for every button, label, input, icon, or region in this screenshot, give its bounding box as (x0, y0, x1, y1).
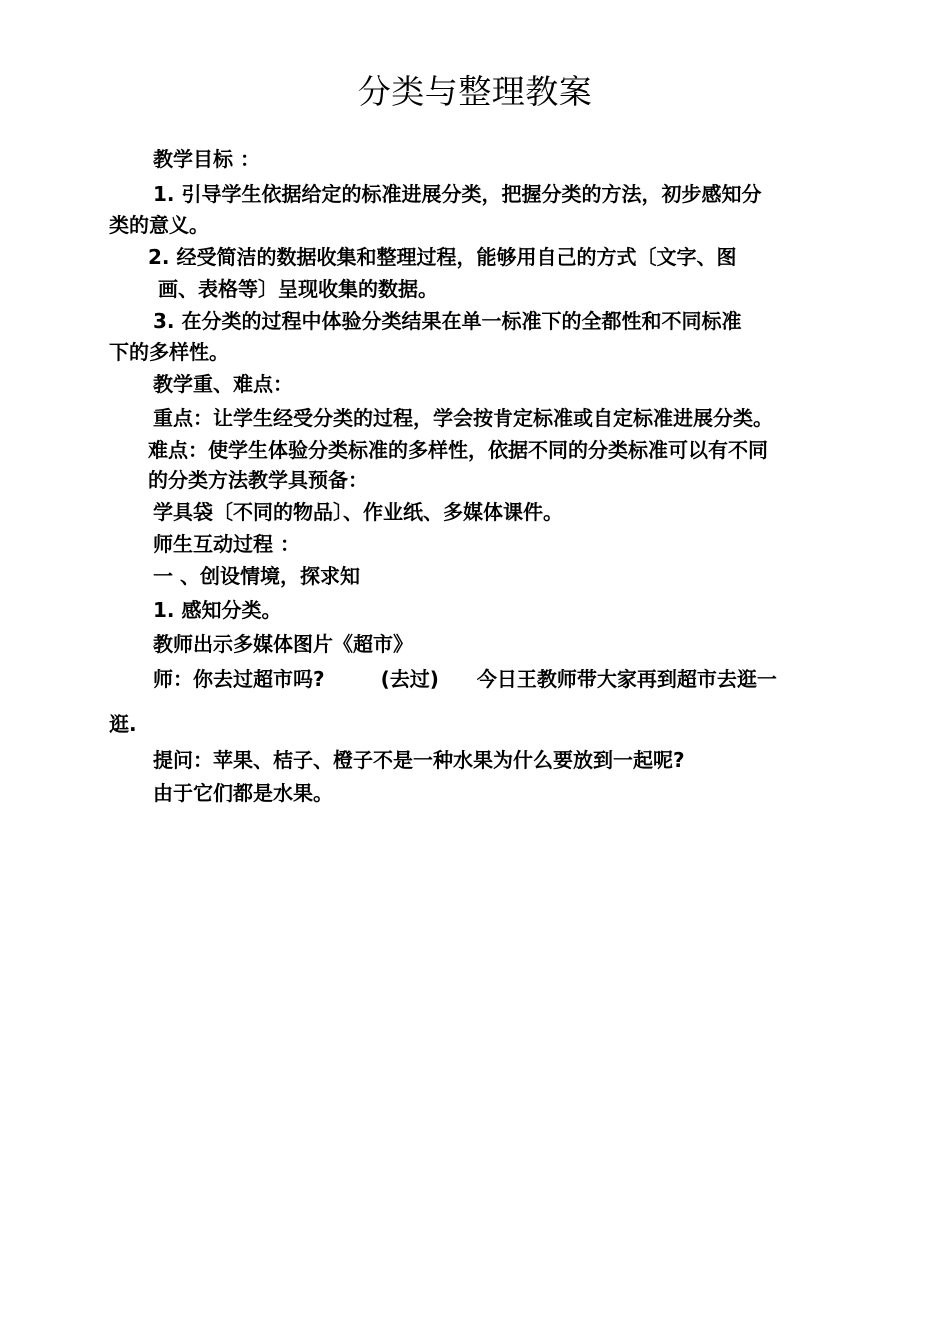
document-title: 分类与整理教案 (357, 72, 593, 111)
dialogue-line (153, 667, 777, 691)
paragraph-line: 下的多样性。 (109, 340, 229, 364)
section-heading-objectives: 教学目标 ： (153, 147, 260, 171)
paragraph-line: 提问：苹果、桔子、橙子不是一种水果为什么要放到一起呢? (153, 748, 685, 772)
paragraph-line: 重点：让学生经受分类的过程，学会按肯定标准或自定标准进展分类。 (153, 406, 773, 430)
paragraph-line: 画、表格等〕呈现收集的数据。 (158, 277, 438, 301)
paragraph-line: 难点：使学生体验分类标准的多样性，依据不同的分类标准可以有不同 (148, 438, 768, 462)
paragraph-line: 由于它们都是水果。 (153, 781, 333, 805)
paragraph-line: 1. 感知分类。 (153, 598, 282, 622)
paragraph-line: 1. 引导学生依据给定的标准进展分类，把握分类的方法，初步感知分 (153, 182, 762, 206)
paragraph-line: 类的意义。 (109, 213, 209, 237)
paragraph-line: 学具袋〔不同的物品〕、作业纸、多媒体课件。 (153, 500, 563, 524)
subsection-heading: 一 、创设情境，探求知 (153, 564, 360, 588)
dialogue-question: 师：你去过超市吗? (153, 667, 325, 691)
paragraph-line: 3. 在分类的过程中体验分类结果在单一标准下的全都性和不同标准 (153, 309, 742, 333)
dialogue-continuation: 今日王教师带大家再到超市去逛一 (476, 667, 777, 691)
paragraph-line: 2. 经受简洁的数据收集和整理过程，能够用自己的方式〔文字、图 (148, 245, 737, 269)
section-heading-process: 师生互动过程 ： (153, 532, 300, 556)
paragraph-line: 的分类方法教学具预备： (148, 468, 368, 492)
section-heading-key-points: 教学重、难点： (153, 372, 293, 396)
paragraph-line: 逛. (109, 712, 137, 736)
paragraph-line: 教师出示多媒体图片《超市》 (153, 632, 413, 656)
dialogue-answer: (去过) (380, 667, 439, 691)
